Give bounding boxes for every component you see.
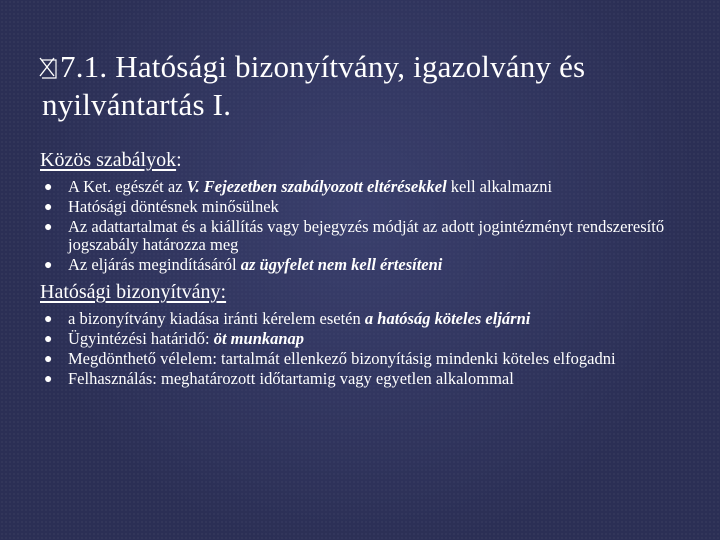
crossed-box-icon	[38, 51, 58, 77]
section-heading-text: Közös szabályok	[40, 149, 177, 171]
item-text: Hatósági döntésnek minősülnek	[68, 197, 279, 216]
round-bullet-icon: ●	[44, 352, 53, 367]
list-item	[40, 370, 700, 388]
item-text: a bizonyítvány kiadása iránti kérelem esetén	[68, 309, 365, 328]
item-text-after: kell alkalmazni	[446, 177, 553, 196]
certificate-list	[40, 310, 700, 388]
round-bullet-icon: ●	[44, 200, 53, 215]
list-item	[40, 350, 700, 368]
list-item	[40, 178, 700, 196]
item-text: Ügyintézési határidő:	[68, 329, 214, 348]
item-text: Megdönthető vélelem: tartalmát ellenkező bizonyításig mindenki köteles elfogadni	[68, 349, 616, 368]
title-line-1: 7.1. Hatósági bizonyítvány, igazolvány és	[60, 49, 586, 84]
list-item	[40, 310, 700, 328]
round-bullet-icon: ●	[44, 220, 53, 235]
title-line-2: nyilvántartás I.	[42, 87, 232, 122]
item-emphasis: öt munkanap	[213, 329, 305, 348]
round-bullet-icon: ●	[44, 372, 53, 387]
round-bullet-icon: ●	[44, 258, 53, 273]
common-rules-list	[40, 178, 700, 274]
section-heading-suffix: :	[176, 149, 182, 171]
item-text: Az eljárás megindításáról	[68, 255, 241, 274]
item-emphasis: V. Fejezetben szabályozott eltérésekkel	[186, 177, 447, 196]
round-bullet-icon: ●	[44, 180, 53, 195]
item-text: Az adattartalmat és a kiállítás vagy bejegyzés módját az adott jogintézményt rendszeresítő jogszabály határozza meg	[68, 217, 665, 254]
item-emphasis: a hatóság köteles eljárni	[364, 309, 531, 328]
item-emphasis: az ügyfelet nem kell értesíteni	[240, 255, 443, 274]
item-text: Felhasználás: meghatározott időtartamig vagy egyetlen alkalommal	[68, 369, 514, 388]
section-heading-text: Hatósági bizonyítvány:	[40, 281, 227, 303]
list-item	[40, 330, 700, 348]
list-item	[40, 256, 700, 274]
round-bullet-icon: ●	[44, 332, 53, 347]
slide-title	[38, 48, 708, 124]
slide-content	[40, 148, 700, 394]
section-heading-common-rules	[40, 148, 700, 172]
list-item	[40, 198, 700, 216]
round-bullet-icon: ●	[44, 312, 53, 327]
section-heading-certificate	[40, 280, 700, 304]
item-text: A Ket. egészét az	[68, 177, 187, 196]
list-item	[40, 218, 700, 254]
